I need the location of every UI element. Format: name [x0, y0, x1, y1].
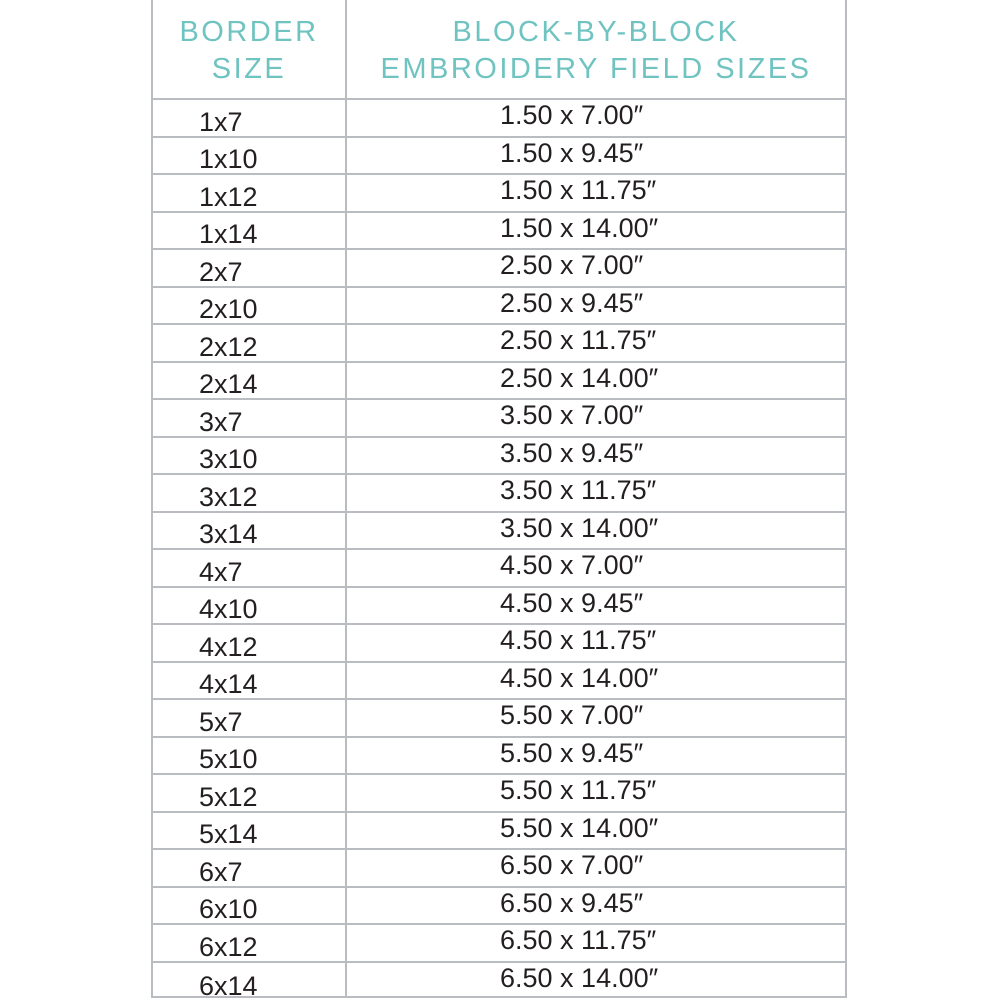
- border-size-cell: 6x12: [199, 931, 258, 962]
- table-row: [153, 175, 845, 213]
- border-size-cell: 6x7: [199, 856, 243, 887]
- table-row: [153, 250, 845, 288]
- table-row: [153, 663, 845, 701]
- field-size-cell: 3.50 x 9.45″: [500, 437, 644, 468]
- table-body: [153, 100, 845, 1000]
- border-size-cell: 3x7: [199, 406, 243, 437]
- border-size-cell: 5x14: [199, 819, 258, 849]
- border-size-cell: 2x7: [199, 256, 243, 287]
- header-line: EMBROIDERY FIELD SIZES: [380, 53, 812, 85]
- border-size-cell: 4x7: [199, 556, 243, 587]
- table-row: [153, 963, 845, 1001]
- border-size-cell: 3x10: [199, 444, 258, 474]
- table-row: [153, 213, 845, 251]
- field-size-cell: 6.50 x 9.45″: [500, 887, 644, 918]
- field-size-cell: 5.50 x 14.00″: [500, 812, 659, 843]
- table-row: [153, 588, 845, 626]
- field-size-cell: 2.50 x 11.75″: [500, 325, 657, 355]
- field-size-cell: 1.50 x 9.45″: [500, 137, 644, 168]
- border-size-cell: 5x7: [199, 706, 243, 737]
- field-size-cell: 5.50 x 7.00″: [500, 700, 644, 730]
- table-row: [153, 550, 845, 588]
- field-size-cell: 1.50 x 7.00″: [500, 100, 644, 130]
- field-size-cell: 6.50 x 11.75″: [500, 925, 657, 955]
- field-size-cell: 3.50 x 7.00″: [500, 400, 644, 430]
- border-size-cell: 1x10: [199, 144, 258, 174]
- field-size-cell: 4.50 x 14.00″: [500, 662, 659, 693]
- field-size-cell: 1.50 x 14.00″: [500, 212, 659, 243]
- size-table: [151, 0, 847, 1001]
- table-row: [153, 363, 845, 401]
- border-size-cell: 1x7: [199, 106, 243, 137]
- field-size-cell: 4.50 x 9.45″: [500, 587, 644, 618]
- border-size-header: [153, 14, 345, 88]
- header-line: SIZE: [211, 53, 287, 85]
- field-size-cell: 4.50 x 7.00″: [500, 550, 644, 580]
- border-size-cell: 2x14: [199, 369, 258, 399]
- border-size-cell: 4x12: [199, 631, 258, 662]
- table-row: [153, 850, 845, 888]
- field-size-cell: 6.50 x 7.00″: [500, 850, 644, 880]
- field-sizes-header: [347, 14, 845, 88]
- table-row: [153, 475, 845, 513]
- table-row: [153, 925, 845, 963]
- field-size-cell: 5.50 x 11.75″: [500, 775, 657, 805]
- field-size-cell: 3.50 x 11.75″: [500, 475, 657, 505]
- field-size-cell: 4.50 x 11.75″: [500, 625, 657, 655]
- border-size-cell: 5x10: [199, 744, 258, 774]
- field-size-cell: 1.50 x 11.75″: [500, 175, 657, 205]
- field-size-cell: 2.50 x 7.00″: [500, 250, 644, 280]
- table-row: [153, 438, 845, 476]
- table-row: [153, 325, 845, 363]
- table-row: [153, 625, 845, 663]
- border-size-cell: 3x12: [199, 481, 258, 512]
- table-row: [153, 100, 845, 138]
- table-row: [153, 138, 845, 176]
- table-row: [153, 738, 845, 776]
- field-size-cell: 3.50 x 14.00″: [500, 512, 659, 543]
- border-size-cell: 6x10: [199, 894, 258, 924]
- table-row: [153, 775, 845, 813]
- table-row: [153, 400, 845, 438]
- table-row: [153, 888, 845, 926]
- border-size-cell: 4x14: [199, 669, 258, 699]
- field-size-cell: 2.50 x 14.00″: [500, 362, 659, 393]
- field-size-cell: 6.50 x 14.00″: [500, 962, 659, 993]
- table-row: [153, 513, 845, 551]
- table-header: [153, 0, 845, 100]
- border-size-cell: 6x14: [199, 971, 258, 1001]
- border-size-cell: 3x14: [199, 519, 258, 549]
- table-row: [153, 288, 845, 326]
- border-size-cell: 4x10: [199, 594, 258, 624]
- border-size-cell: 1x14: [199, 219, 258, 249]
- header-line: BLOCK-BY-BLOCK: [452, 16, 740, 48]
- border-size-cell: 5x12: [199, 781, 258, 812]
- field-size-cell: 2.50 x 9.45″: [500, 287, 644, 318]
- border-size-cell: 1x12: [199, 181, 258, 212]
- header-line: BORDER: [179, 16, 319, 48]
- field-size-cell: 5.50 x 9.45″: [500, 737, 644, 768]
- table-row: [153, 813, 845, 851]
- border-size-cell: 2x10: [199, 294, 258, 324]
- border-size-cell: 2x12: [199, 331, 258, 362]
- table-row: [153, 700, 845, 738]
